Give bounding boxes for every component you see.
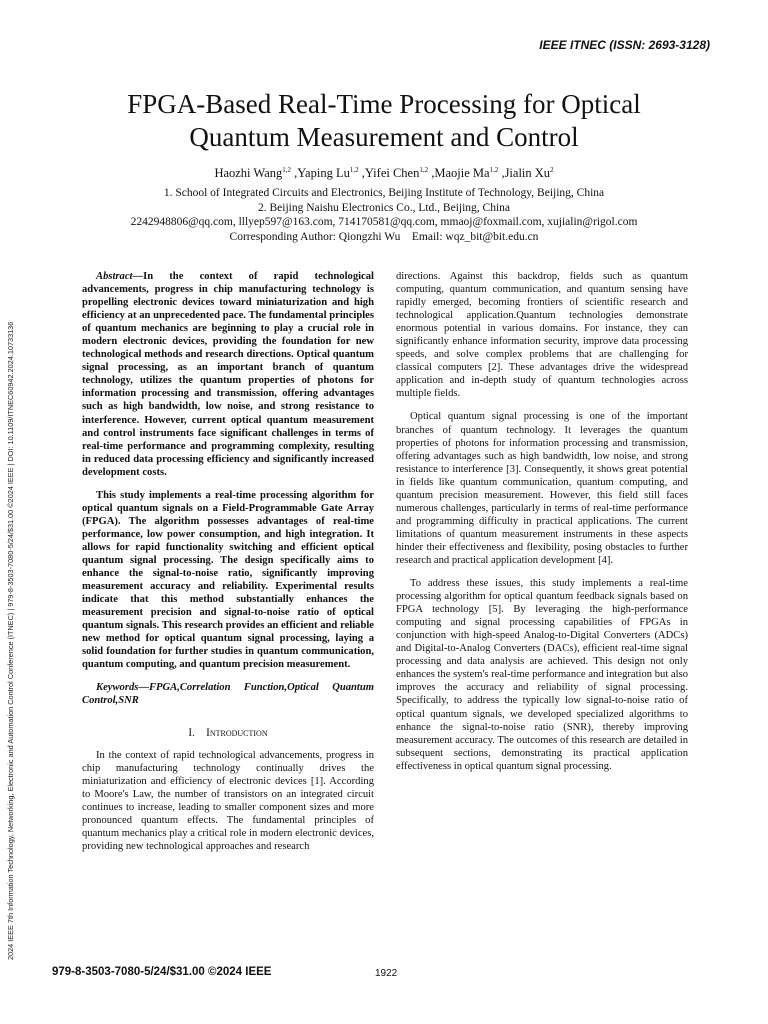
abstract-label: Abstract— (96, 271, 144, 282)
abstract-paragraph-1: Abstract—In the context of rapid technological advancements, progress in chip manufacturing technology is propelling electronic devices toward miniaturization and high efficiency at an unprecedented pace. The fundamental principles of quantum mechanics are beginning to play a crucial role in modern electronic devices, providing the foundation for new technological methods and research directions. Optical quantum signal processing, as an important branch of quantum technology, utilizes the quantum properties of photons for information processing and transmission, offering advantages such as high bandwidth, low noise, and strong resistance to interference. However, current optical quantum measurement and control instruments face significant challenges in terms of real-time performance and programming complexity, resulting in reduced data processing efficiency and significantly increased development costs. (82, 271, 374, 478)
author-name: Haozhi Wang (214, 166, 283, 181)
page-number: 1922 (375, 968, 398, 979)
paper-title (0, 88, 768, 154)
section-title: Introduction (206, 726, 268, 739)
author-name: ,Maojie Ma (428, 166, 490, 181)
author-affiliation: 1,2 (489, 166, 499, 174)
title-line-2: Quantum Measurement and Control (189, 122, 579, 152)
intro-paragraph-1: In the context of rapid technological advancements, progress in chip manufacturing technology continually drives the miniaturization and efficiency of electronic devices [1]. According to Moore's Law, the number of transistors on an integrated circuit continues to increase, leading to smaller component sizes and more pronounced quantum effects. The fundamental principles of quantum mechanics play a critical role in modern electronic devices, providing new technological approaches and research (82, 749, 374, 852)
corresponding-author: Corresponding Author: Qiongzhi Wu Email: wqz_bit@bit.edu.cn (229, 231, 539, 244)
author-affiliation: 1,2 (282, 166, 292, 174)
right-paragraph-3: To address these issues, this study implements a real-time processing algorithm for optical quantum feedback signals based on FPGA technology [5]. By leveraging the high-performance computing and signal processing capabilities of FPGAs in conjunction with high-speed Analog-to-Digital Converters (ADCs) and Digital-to-Analog Converters (DACs), efficient real-time signal processing and data analysis are achieved. This design not only enhances the system's real-time performance and integration but also improves the accuracy and reliability of signal processing. Specifically, to address the typically low signal-to-noise ratio of optical quantum signals, we developed specialized algorithms to enhance the signal-to-noise ratio (SNR), thereby improving measurement accuracy. The outcomes of this research are detailed in subsequent sections, demonstrating its practical application effectiveness in optical quantum signal processing. (396, 578, 688, 772)
left-column (82, 270, 374, 853)
author-affiliation: 1,2 (349, 166, 359, 174)
author-affiliation: 1,2 (419, 166, 429, 174)
author-affiliation: 2 (550, 166, 554, 174)
footer-isbn: 979-8-3503-7080-5/24/$31.00 ©2024 IEEE (52, 966, 272, 978)
keywords: Keywords—FPGA,Correlation Function,Optical Quantum Control,SNR (82, 682, 374, 707)
section-number: I. (188, 726, 195, 739)
right-paragraph-1: directions. Against this backdrop, fields such as quantum computing, quantum communication, and quantum sensing have rapidly emerged, becoming frontiers of scientific research and technological application.Quantum technologies demonstrate enormous potential in various domains. For instance, they can significantly enhance information security, improve data processing speeds, and solve complex problems that are challenging for classical computers [2]. These advantages drive the widespread application and in-depth study of quantum technologies across multiple fields. (396, 271, 688, 400)
author-emails: 2242948806@qq.com, lllyep597@163.com, 714170581@qq.com, mmaoj@foxmail.com, xujialin@rigol.com (130, 216, 638, 229)
author-list (0, 166, 768, 181)
affiliation-2: 2. Beijing Naishu Electronics Co., Ltd., Beijing, China (257, 201, 510, 214)
right-paragraph-2: Optical quantum signal processing is one of the important branches of quantum technology. It leverages the quantum properties of photons for information processing and transmission, offering advantages such as high bandwidth, low noise, and strong resistance to interference [3]. Consequently, it shows great potential in fields like quantum communication, quantum computing, and quantum precision measurement. However, this field still faces numerous challenges, particularly in terms of real-time performance and programming difficulty in practical applications. The current limitations of quantum measurement instruments in these aspects hinder their effectiveness and flexibility, posing obstacles to further research and practical application development [4]. (396, 411, 688, 566)
author-name: ,Yaping Lu (291, 166, 350, 181)
journal-header: IEEE ITNEC (ISSN: 2693-3128) (539, 38, 710, 52)
side-strip-text: 2024 IEEE 7th Information Technology, Networking, Electronic and Automation Control Conference (ITNEC) | 979-8-3503-7080-5/24/$31.00 ©2024 IEEE | DOI: 10.1109/ITNEC60942.2024.10733136 (6, 321, 15, 960)
affiliation-1: 1. School of Integrated Circuits and Electronics, Beijing Institute of Technology, Beijing, China (163, 187, 605, 199)
right-column (396, 270, 688, 773)
abstract-paragraph-2: This study implements a real-time processing algorithm for optical quantum signals on a Field-Programmable Gate Array (FPGA). The algorithm possesses advantages of real-time performance, low power consumption, and high integration. It allows for rapid functionality switching and efficient optical quantum signal processing. The design specifically aims to enhance the signal-to-noise ratio, significantly improving measurement accuracy and reliability. Experimental results indicate that this method substantially enhances the measurement precision and signal-to-noise ratio of optical quantum signals. This research provides an efficient and reliable new method for optical quantum signal processing, laying a solid foundation for further studies in quantum communication, quantum computing, and quantum precision measurement. (82, 489, 374, 671)
title-line-1: FPGA-Based Real-Time Processing for Optical (127, 89, 641, 119)
author-name: ,Yifei Chen (358, 166, 420, 181)
section-heading-introduction (82, 727, 374, 740)
author-name: ,Jialin Xu (498, 166, 551, 181)
affiliations (0, 186, 768, 245)
